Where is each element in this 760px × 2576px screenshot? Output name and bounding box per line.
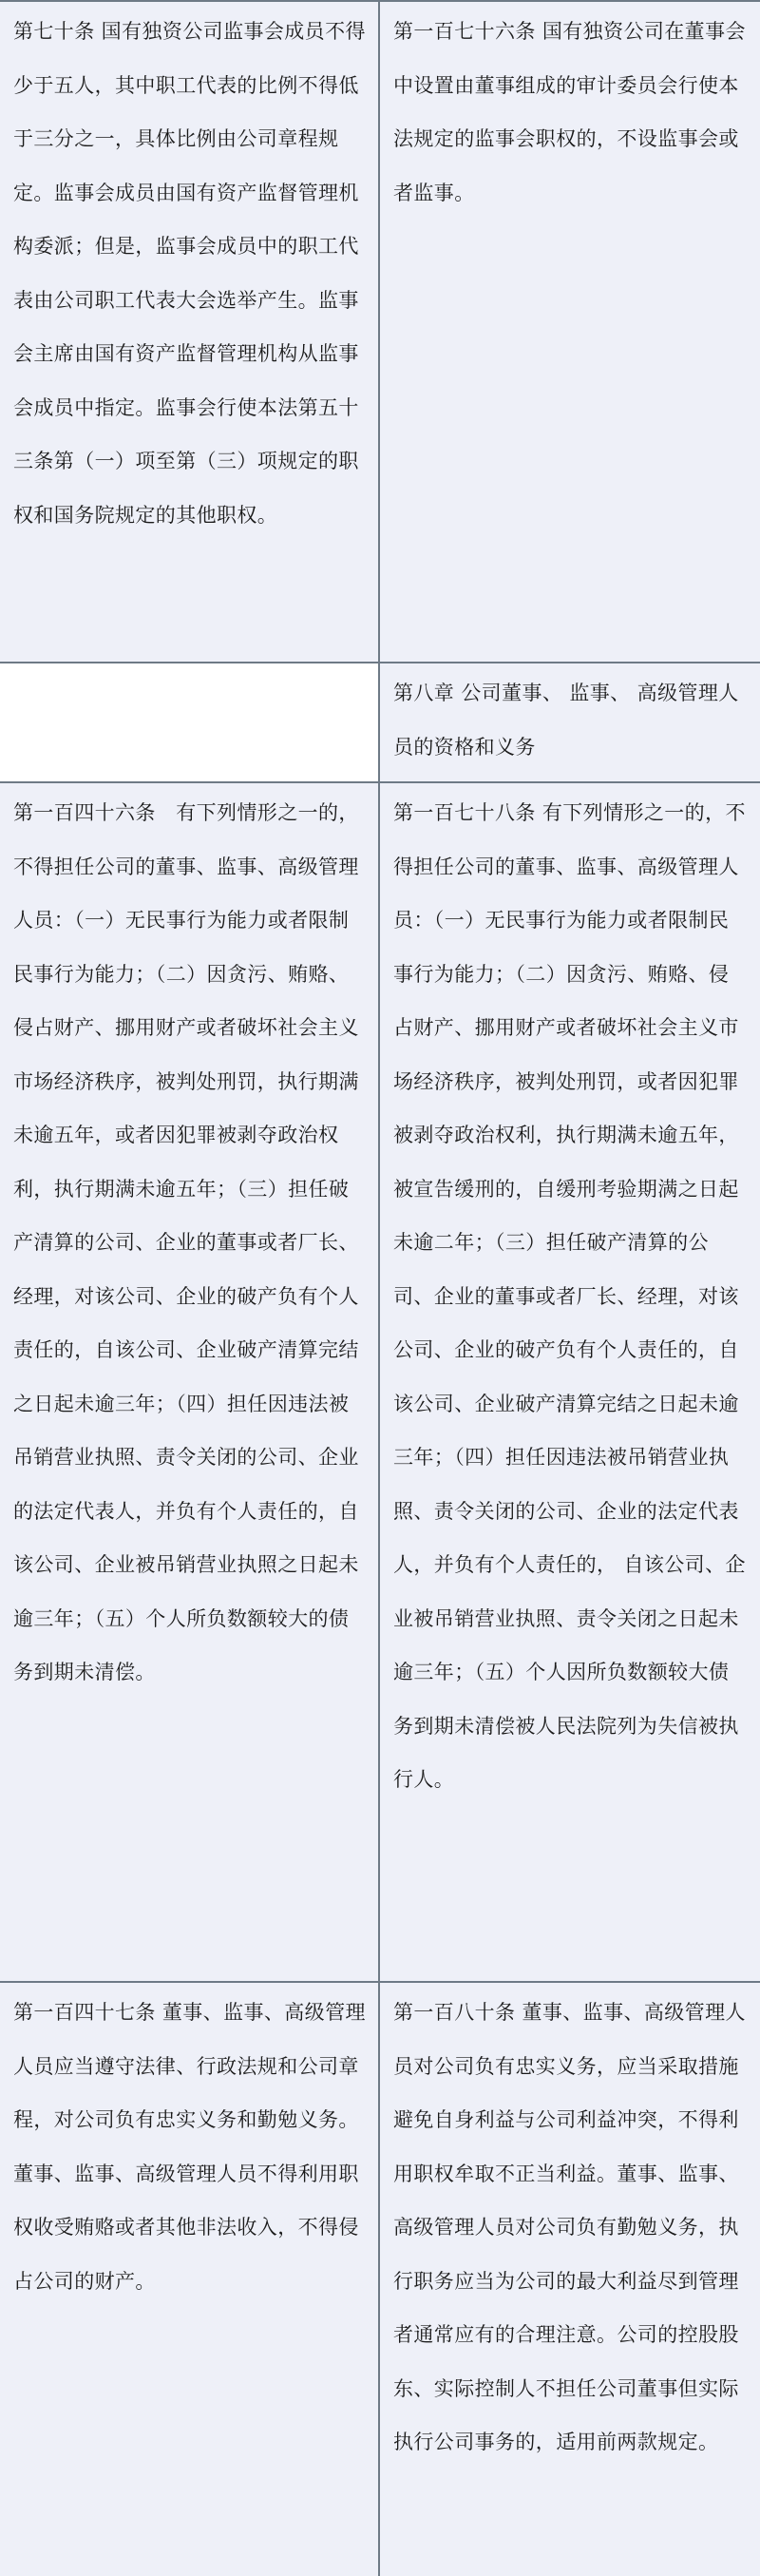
new-law-cell: 第一百八十条 董事、监事、高级管理人员对公司负有忠实义务，应当采取措施避免自身利益与公司利益冲突，不得利用职权牟取不正当利益。董事、监事、高级管理人员对公司负有勤勉义务，执行职务应当为公司的最大利益尽到管理者通常应有的合理注意。公司的控股股东、实际控制人不担任公司董事但实际执行公司事务的，适用前两款规定。 bbox=[380, 1983, 760, 2576]
old-law-cell: 第七十条 国有独资公司监事会成员不得少于五人，其中职工代表的比例不得低于三分之一，具体比例由公司章程规定。监事会成员由国有资产监督管理机构委派；但是，监事会成员中的职工代表由公司职工代表大会选举产生。监事会主席由国有资产监督管理机构从监事会成员中指定。监事会行使本法第五十三条第（一）项至第（三）项规定的职权和国务院规定的其他职权。 bbox=[0, 2, 380, 662]
chapter-heading-cell: 第八章 公司董事、 监事、 高级管理人员的资格和义务 bbox=[380, 663, 760, 781]
old-law-cell bbox=[0, 663, 380, 781]
old-law-cell: 第一百四十六条 有下列情形之一的，不得担任公司的董事、监事、高级管理人员：（一）无民事行为能力或者限制民事行为能力；（二）因贪污、贿赂、侵占财产、挪用财产或者破坏社会主义市场经济秩序，被判处刑罚，执行期满未逾五年，或者因犯罪被剥夺政治权利，执行期满未逾五年；（三）担任破产清算的公司、企业的董事或者厂长、经理，对该公司、企业的破产负有个人责任的，自该公司、企业破产清算完结之日起未逾三年；（四）担任因违法被吊销营业执照、责令关闭的公司、企业的法定代表人，并负有个人责任的，自该公司、企业被吊销营业执照之日起未逾三年；（五）个人所负数额较大的债务到期未清偿。 bbox=[0, 783, 380, 1981]
old-law-cell: 第一百四十七条 董事、监事、高级管理人员应当遵守法律、行政法规和公司章程，对公司负有忠实义务和勤勉义务。董事、监事、高级管理人员不得利用职权收受贿赂或者其他非法收入，不得侵占公司的财产。 bbox=[0, 1983, 380, 2576]
table-row bbox=[0, 783, 760, 1983]
table-row bbox=[0, 1983, 760, 2576]
new-law-cell: 第一百七十八条 有下列情形之一的，不得担任公司的董事、监事、高级管理人员：（一）无民事行为能力或者限制民事行为能力；（二）因贪污、贿赂、侵占财产、挪用财产或者破坏社会主义市场经济秩序，被判处刑罚，或者因犯罪被剥夺政治权利，执行期满未逾五年，被宣告缓刑的，自缓刑考验期满之日起未逾二年；（三）担任破产清算的公司、企业的董事或者厂长、经理，对该公司、企业的破产负有个人责任的，自该公司、企业破产清算完结之日起未逾三年；（四）担任因违法被吊销营业执照、责令关闭的公司、企业的法定代表人，并负有个人责任的， 自该公司、企业被吊销营业执照、责令关闭之日起未逾三年；（五）个人因所负数额较大债务到期未清偿被人民法院列为失信被执行人。 bbox=[380, 783, 760, 1981]
new-law-cell: 第一百七十六条 国有独资公司在董事会中设置由董事组成的审计委员会行使本法规定的监事会职权的，不设监事会或者监事。 bbox=[380, 2, 760, 662]
table-row bbox=[0, 663, 760, 783]
table-row bbox=[0, 2, 760, 663]
